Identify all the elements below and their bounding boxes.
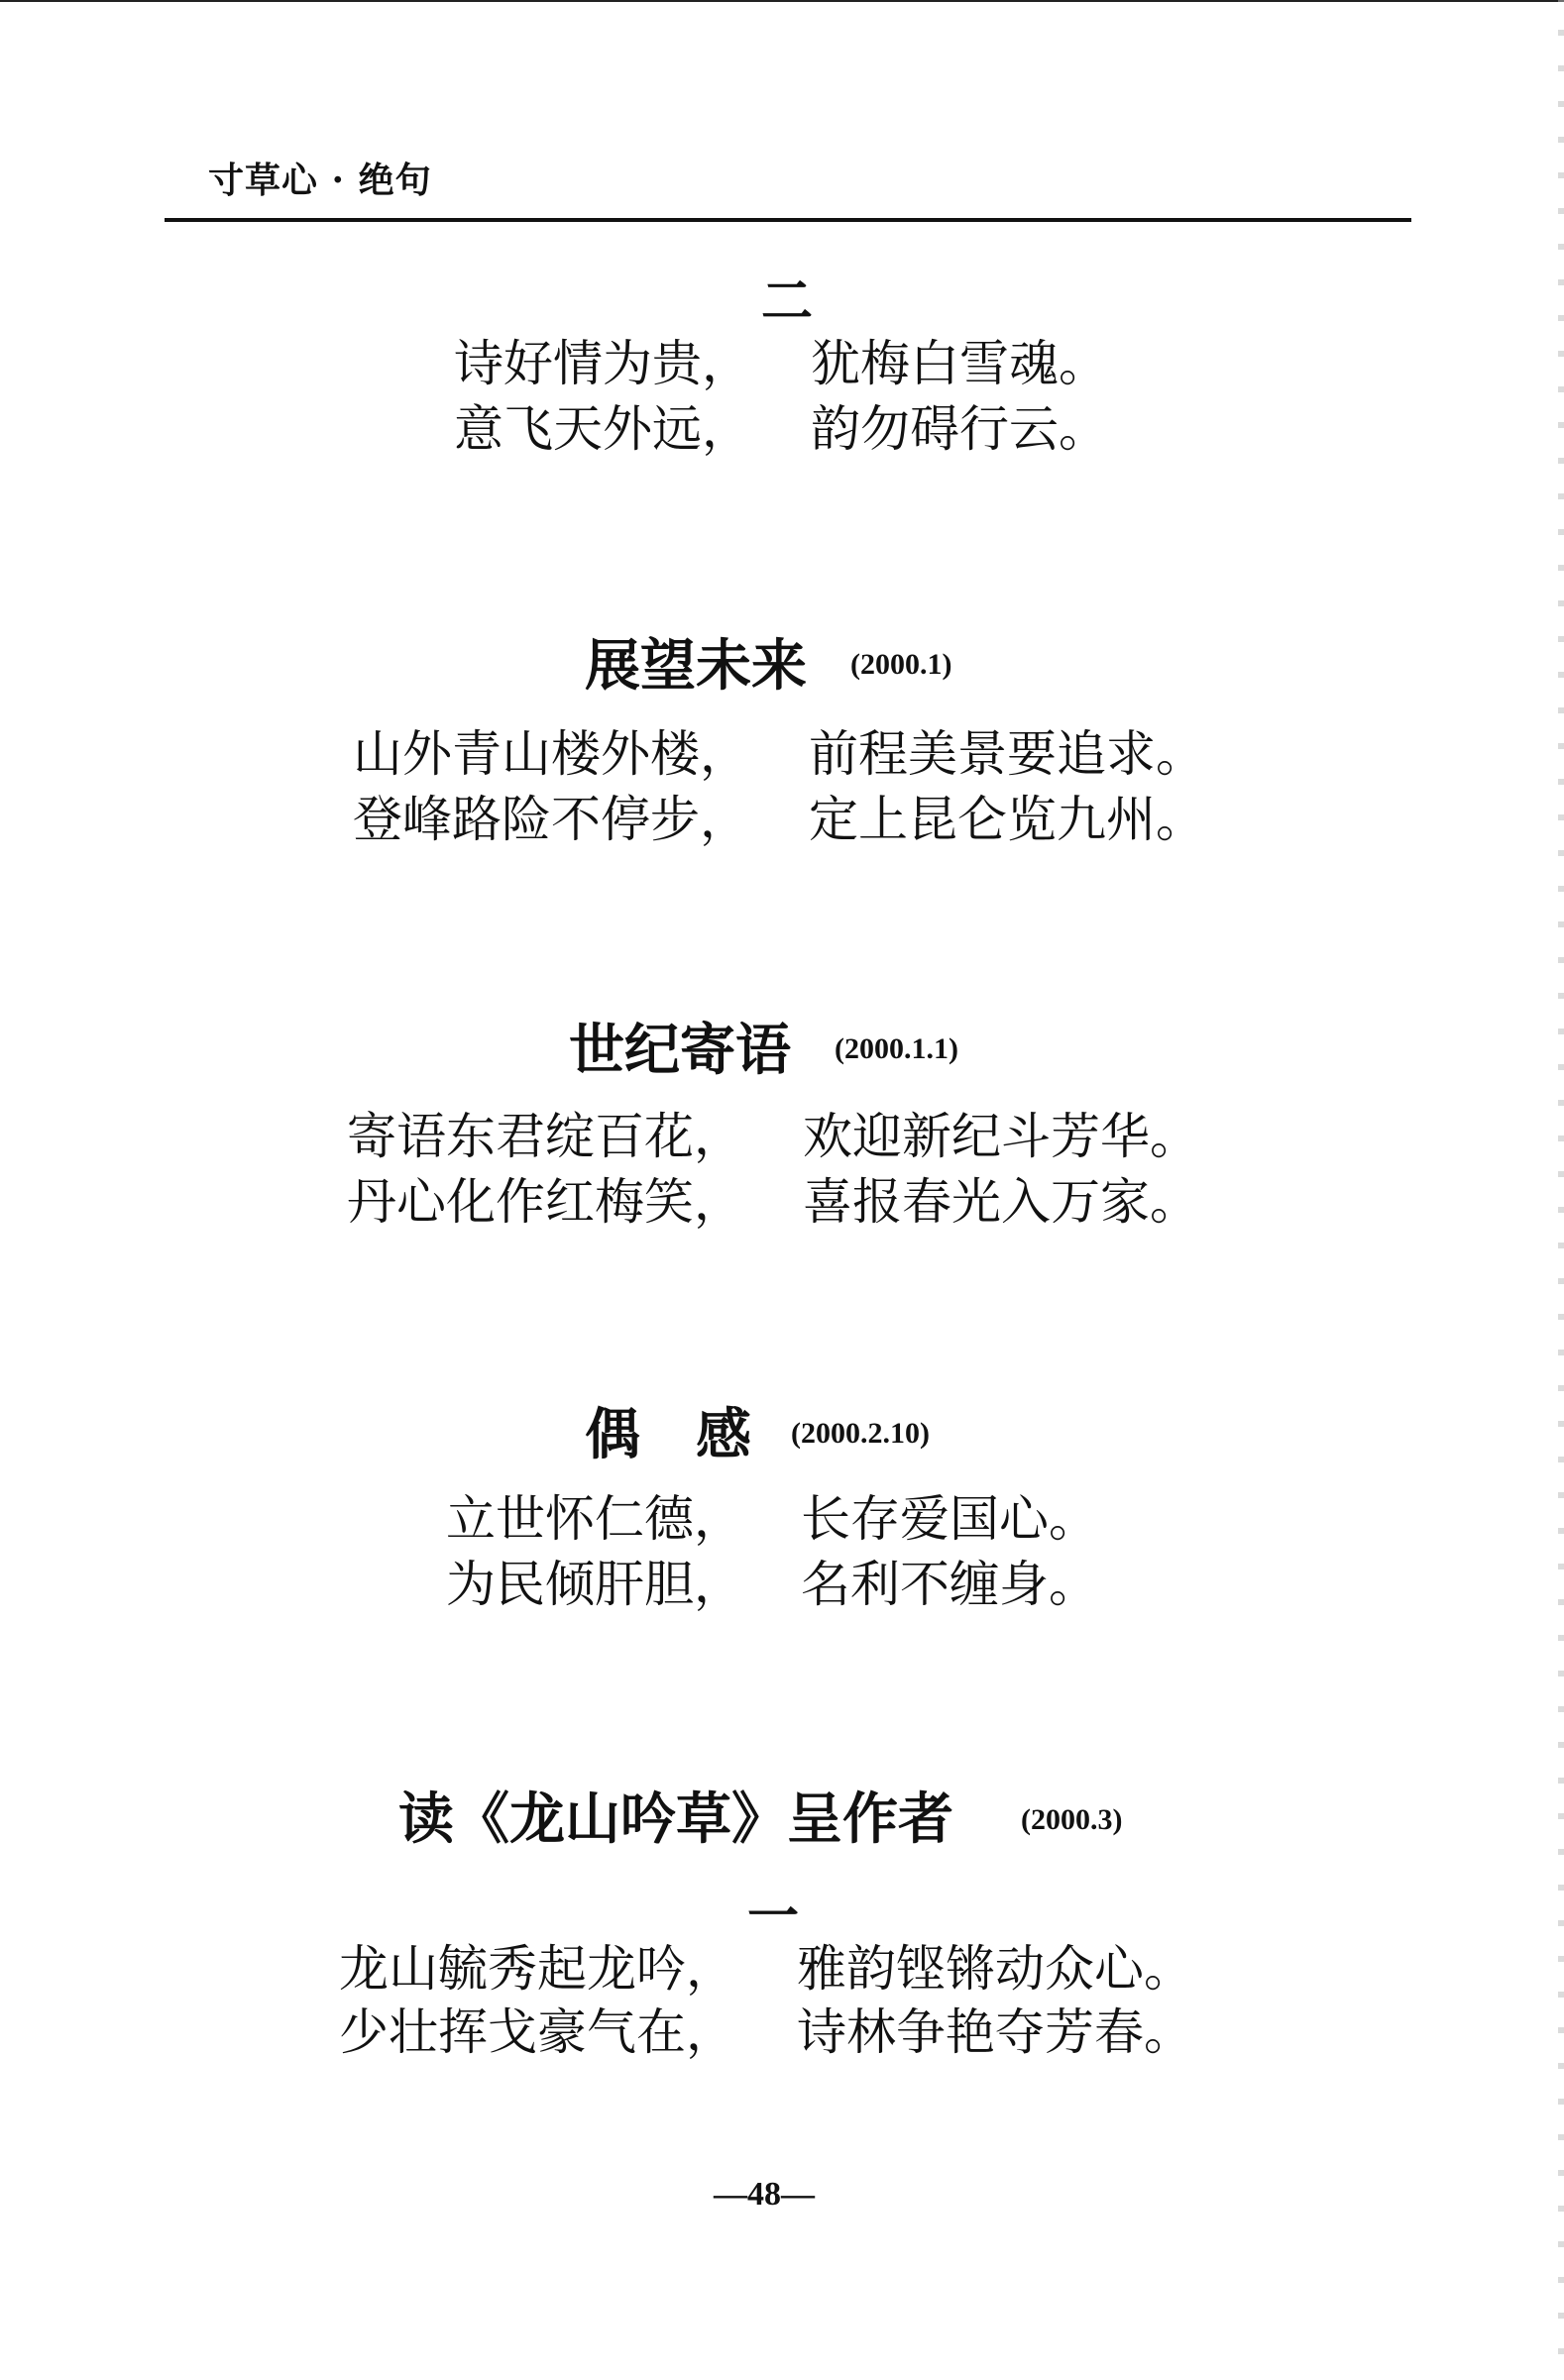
- poem-number: 一: [747, 1887, 800, 1947]
- poem-title: 读《龙山吟草》呈作者: [398, 1787, 953, 1852]
- scan-right-edge: [1558, 0, 1564, 2380]
- poem-line-second-half: 定上昆仑览九州。: [809, 791, 1205, 848]
- poem-title: 世纪寄语: [569, 1019, 791, 1083]
- poem-line-second-half: 诗林争艳夺芳春。: [797, 2003, 1193, 2061]
- poem-line-first-half: 诗好情为贵，: [454, 335, 751, 392]
- poem-line-second-half: 韵勿碍行云。: [811, 400, 1108, 458]
- poem-date: (2000.3): [1021, 1803, 1123, 1836]
- poem-line-second-half: 欢迎新纪斗芳华。: [803, 1108, 1199, 1165]
- poem-title: 偶 感: [585, 1403, 751, 1467]
- poem-line-first-half: 意飞天外远，: [454, 400, 751, 458]
- poem-line-second-half: 名利不缠身。: [801, 1556, 1098, 1613]
- poem-line-first-half: 少壮挥戈豪气在，: [339, 2003, 735, 2061]
- poem-line-first-half: 丹心化作红梅笑，: [347, 1173, 743, 1231]
- poem-line-second-half: 前程美景要追求。: [809, 725, 1205, 783]
- poem-line-first-half: 为民倾肝胆，: [446, 1556, 743, 1613]
- running-header: 寸草心 · 绝句: [208, 160, 432, 201]
- poem-line-second-half: 喜报春光入万家。: [803, 1173, 1199, 1231]
- header-rule: [165, 218, 1411, 222]
- poem-date: (2000.1.1): [835, 1032, 958, 1065]
- poem-line-second-half: 犹梅白雪魂。: [811, 335, 1108, 392]
- poem-line-first-half: 登峰路险不停步，: [353, 791, 749, 848]
- poem-number: 二: [761, 271, 814, 332]
- poem-line-first-half: 山外青山楼外楼，: [353, 725, 749, 783]
- poem-line-second-half: 长存爱国心。: [801, 1490, 1098, 1548]
- poem-title: 展望未来: [585, 634, 807, 699]
- scan-top-edge: [0, 0, 1564, 2]
- poem-line-first-half: 立世怀仁德，: [446, 1490, 743, 1548]
- poem-line-first-half: 寄语东君绽百花，: [347, 1108, 743, 1165]
- page-number: —48—: [714, 2176, 815, 2213]
- poem-line-second-half: 雅韵铿锵动众心。: [797, 1940, 1193, 1998]
- poem-line-first-half: 龙山毓秀起龙吟，: [339, 1940, 735, 1998]
- poem-date: (2000.1): [850, 648, 952, 681]
- poem-date: (2000.2.10): [791, 1417, 930, 1450]
